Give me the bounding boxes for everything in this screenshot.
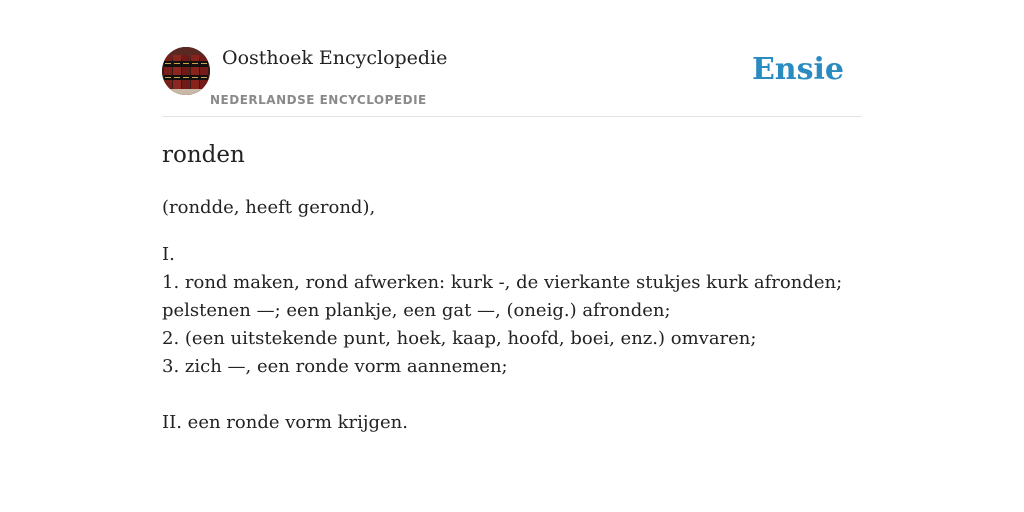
source-subtitle: NEDERLANDSE ENCYCLOPEDIE xyxy=(210,93,427,107)
grammar-note: (rondde, heeft gerond), xyxy=(162,197,376,218)
section-gap xyxy=(162,381,862,409)
book-spines-icon xyxy=(162,47,210,95)
definition-line: 3. zich —, een ronde vorm aannemen; xyxy=(162,356,508,377)
source-title[interactable]: Oosthoek Encyclopedie xyxy=(222,47,448,69)
entry-headword: ronden xyxy=(162,142,245,168)
ensie-logo[interactable]: Ensie xyxy=(751,52,844,87)
definition-section-two: II. een ronde vorm krijgen. xyxy=(162,412,408,433)
source-avatar[interactable] xyxy=(162,47,210,95)
source-header xyxy=(162,46,862,117)
entry-definition xyxy=(162,194,862,437)
definition-line: I. xyxy=(162,244,175,265)
definition-line: pelstenen —; een plankje, een gat —, (oneig.) afronden; xyxy=(162,300,671,321)
definition-line: 1. rond maken, rond afwerken: kurk -, de vierkante stukjes kurk afronden; xyxy=(162,272,843,293)
definition-line: 2. (een uitstekende punt, hoek, kaap, hoofd, boei, enz.) omvaren; xyxy=(162,328,757,349)
